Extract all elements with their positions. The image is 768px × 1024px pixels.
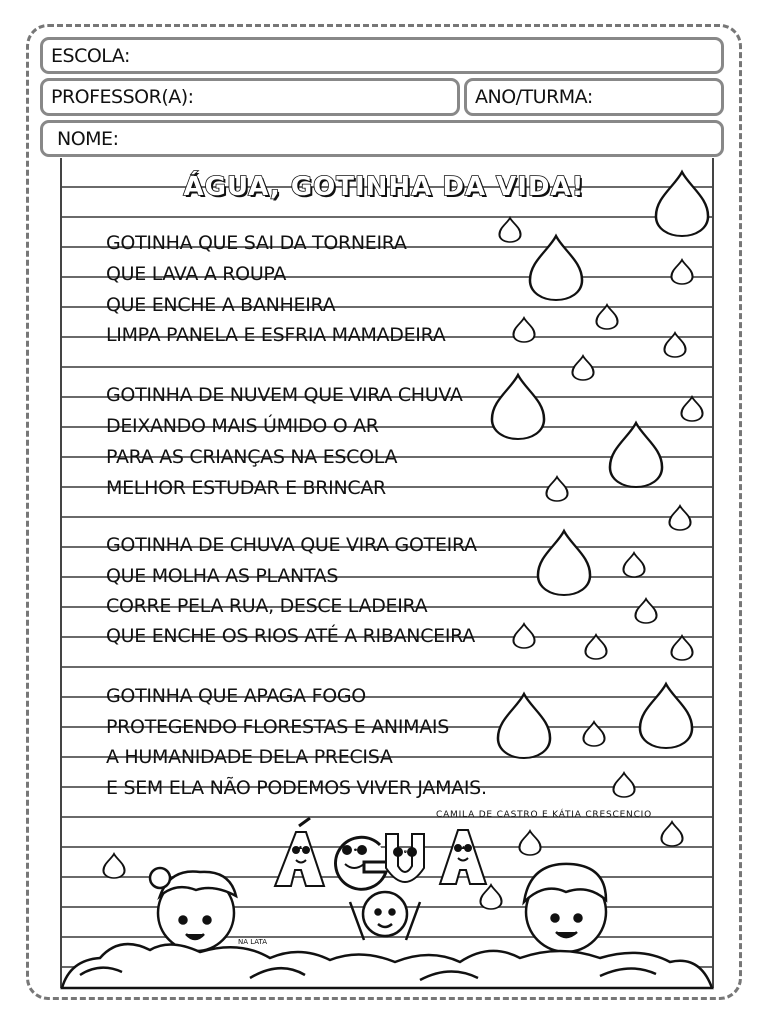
- name-label: NOME:: [57, 127, 119, 150]
- water-drop-icon: [513, 624, 534, 648]
- poem-line: GOTINHA DE NUVEM QUE VIRA CHUVA: [106, 384, 463, 406]
- poem-title: ÁGUA, GOTINHA DA VIDA!: [183, 172, 585, 202]
- poem-line: A HUMANIDADE DELA PRECISA: [106, 746, 393, 768]
- poem-line: E SEM ELA NÃO PODEMOS VIVER JAMAIS.: [106, 777, 487, 799]
- water-drop-icon: [661, 822, 682, 846]
- water-drop-icon: [610, 423, 662, 487]
- water-drop-icon: [572, 356, 593, 380]
- water-drop-icon: [623, 553, 644, 577]
- water-drop-icon: [103, 854, 124, 878]
- water-drop-icon: [671, 636, 692, 660]
- letter-g-label: G: [355, 850, 356, 851]
- girl-swimmer-icon: [150, 868, 236, 951]
- letter-characters: [275, 818, 486, 889]
- water-drop-icon: [513, 318, 534, 342]
- letter-a-accent-character: [275, 818, 324, 886]
- poem-line: QUE ENCHE A BANHEIRA: [106, 294, 336, 316]
- water-drop-icon: [596, 305, 617, 329]
- poem-line: LIMPA PANELA E ESFRIA MAMADEIRA: [106, 324, 446, 346]
- water-drop-icon: [669, 506, 690, 530]
- teacher-label: PROFESSOR(A):: [51, 86, 194, 108]
- poem-line: PARA AS CRIANÇAS NA ESCOLA: [106, 446, 398, 468]
- letter-a-character: [440, 830, 486, 884]
- water-drop-icon: [499, 218, 520, 242]
- water-drop-icon: [492, 375, 544, 439]
- letter-u-character: [386, 834, 424, 882]
- class-label: ANO/TURMA:: [475, 86, 593, 108]
- water-drop-icon: [613, 773, 634, 797]
- water-drop-icon: [538, 531, 590, 595]
- poem-line: DEIXANDO MAIS ÚMIDO O AR: [106, 415, 379, 437]
- water-drop-icon: [583, 722, 604, 746]
- water-splash: [62, 944, 712, 988]
- poem-line: QUE LAVA A ROUPA: [106, 263, 287, 285]
- brand-logo-text: NA LATA: [238, 938, 268, 946]
- baby-swimmer-icon: [350, 892, 420, 940]
- poem-line: GOTINHA QUE APAGA FOGO: [106, 685, 366, 707]
- poem-line: QUE MOLHA AS PLANTAS: [106, 565, 339, 587]
- poem-line: GOTINHA QUE SAI DA TORNEIRA: [106, 232, 407, 254]
- poem-line: CORRE PELA RUA, DESCE LADEIRA: [106, 595, 428, 617]
- water-drop-icon: [635, 599, 656, 623]
- poem-line: QUE ENCHE OS RIOS ATÉ A RIBANCEIRA: [106, 625, 476, 647]
- school-label: ESCOLA:: [51, 44, 130, 67]
- water-drop-icon: [640, 684, 692, 748]
- water-drops: [103, 172, 708, 909]
- letter-g-character: [336, 837, 386, 889]
- water-drop-icon: [519, 831, 540, 855]
- water-drop-icon: [585, 635, 606, 659]
- water-drop-icon: [546, 477, 567, 501]
- water-drop-icon: [498, 694, 550, 758]
- water-drop-icon: [671, 260, 692, 284]
- water-drop-icon: [530, 236, 582, 300]
- letter-u-label: U: [405, 852, 406, 853]
- water-drop-icon: [681, 397, 702, 421]
- water-drop-icon: [664, 333, 685, 357]
- letter-a-label: A: [463, 848, 464, 849]
- boy-swimmer-icon: [524, 864, 606, 952]
- poem-author: CAMILA DE CASTRO E KÁTIA CRESCENCIO: [436, 810, 653, 820]
- poem-line: MELHOR ESTUDAR E BRINCAR: [106, 477, 386, 499]
- water-drop-icon: [480, 885, 501, 909]
- poem-line: PROTEGENDO FLORESTAS E ANIMAIS: [106, 716, 449, 738]
- water-drop-icon: [656, 172, 708, 236]
- letter-a-accent-label: Á: [300, 848, 301, 849]
- poem-line: GOTINHA DE CHUVA QUE VIRA GOTEIRA: [106, 534, 477, 556]
